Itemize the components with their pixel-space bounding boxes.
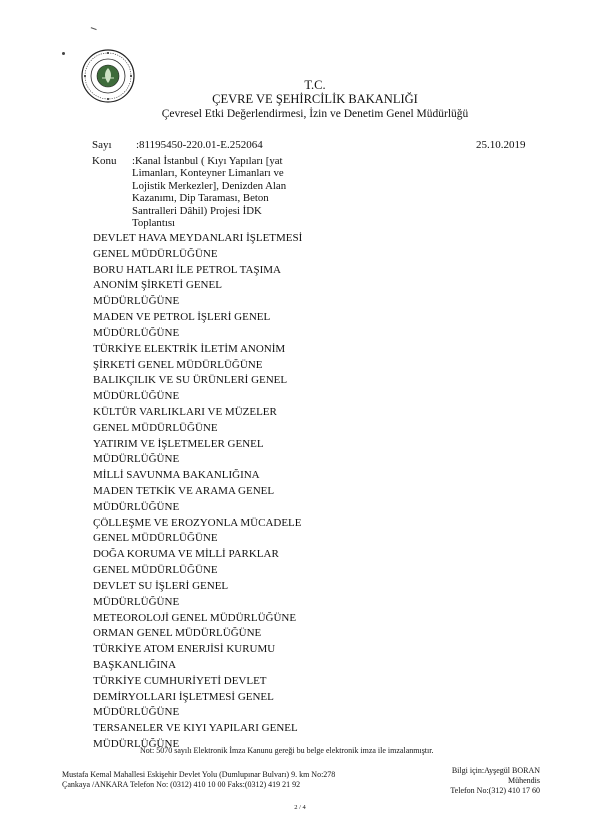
footer-address-line: Çankaya /ANKARA Telefon No: (0312) 410 10 00 Faks:(0312) 419 21 92 <box>62 780 301 789</box>
sayi-label: Sayı <box>92 139 112 151</box>
recipient-line: MİLLİ SAVUNMA BAKANLIĞINA <box>93 469 260 482</box>
recipient-line: MÜDÜRLÜĞÜNE <box>93 595 180 608</box>
header-ministry: ÇEVRE VE ŞEHİRCİLİK BAKANLIĞI <box>212 92 418 106</box>
recipient-line: MÜDÜRLÜĞÜNE <box>93 326 180 339</box>
recipient-line: MÜDÜRLÜĞÜNE <box>93 738 180 750</box>
recipient-line: DEVLET HAVA MEYDANLARI İŞLETMESİ <box>93 232 303 244</box>
e-signature-note: Not: 5070 sayılı Elektronik İmza Kanunu gereği bu belge elektronik imza ile imzalanmıştır. <box>140 746 434 755</box>
recipient-line: TÜRKİYE ATOM ENERJİSİ KURUMU <box>93 643 276 656</box>
recipient-line: TÜRKİYE CUMHURİYETİ DEVLET <box>93 674 267 687</box>
sayi-value: :81195450-220.01-E.252064 <box>136 139 263 151</box>
recipient-line: DEMİRYOLLARI İŞLETMESİ GENEL <box>93 690 274 703</box>
konu-value: :Kanal İstanbul ( Kıyı Yapıları [yat Limanları, Konteyner Limanları ve Lojistik Merkezler], Denizden Alan Kazanımı, Dip Taraması, Beton Santralleri Dâhil) Projesi İDK Toplantısı <box>132 155 287 230</box>
footer-address <box>62 770 335 790</box>
recipient-line: ŞİRKETİ GENEL MÜDÜRLÜĞÜNE <box>93 358 263 371</box>
konu-label: Konu <box>92 155 117 167</box>
recipient-line: METEOROLOJİ GENEL MÜDÜRLÜĞÜNE <box>93 611 297 624</box>
scan-mark <box>89 27 96 34</box>
recipient-line: MADEN VE PETROL İŞLERİ GENEL <box>93 311 271 324</box>
recipient-line: GENEL MÜDÜRLÜĞÜNE <box>93 421 218 434</box>
document-date: 25.10.2019 <box>476 139 526 151</box>
recipient-line: ORMAN GENEL MÜDÜRLÜĞÜNE <box>93 627 262 640</box>
page-number: 2 / 4 <box>294 804 306 811</box>
recipient-line: MÜDÜRLÜĞÜNE <box>93 390 180 403</box>
recipient-line: DOĞA KORUMA VE MİLLİ PARKLAR <box>93 548 279 561</box>
footer-contact <box>450 766 540 796</box>
scan-dot <box>62 52 65 55</box>
recipient-line: MÜDÜRLÜĞÜNE <box>93 706 180 719</box>
recipient-line: TERSANELER VE KIYI YAPILARI GENEL <box>93 722 298 735</box>
recipient-line: GENEL MÜDÜRLÜĞÜNE <box>93 532 218 545</box>
header-tc: T.C. <box>304 78 326 92</box>
recipient-list <box>93 231 393 753</box>
header-directorate: Çevresel Etki Değerlendirmesi, İzin ve Denetim Genel Müdürlüğü <box>161 108 469 120</box>
recipient-line: DEVLET SU İŞLERİ GENEL <box>93 579 229 592</box>
ministry-seal-icon <box>80 48 136 104</box>
footer-address-line: Mustafa Kemal Mahallesi Eskişehir Devlet Yolu (Dumlupınar Bulvarı) 9. km No:278 <box>62 770 336 779</box>
recipient-line: ÇÖLLEŞME VE EROZYONLA MÜCADELE <box>93 516 302 529</box>
recipient-line: KÜLTÜR VARLIKLARI VE MÜZELER <box>93 405 277 418</box>
footer-contact-name: Bilgi için:Ayşegül BORAN <box>451 766 540 775</box>
recipient-line: ANONİM ŞİRKETİ GENEL <box>93 279 222 292</box>
recipient-line: TÜRKİYE ELEKTRİK İLETİM ANONİM <box>93 342 286 355</box>
footer-contact-phone: Telefon No:(312) 410 17 60 <box>450 786 540 795</box>
recipient-line: BAŞKANLIĞINA <box>93 658 177 671</box>
recipient-line: MÜDÜRLÜĞÜNE <box>93 295 180 308</box>
recipient-line: YATIRIM VE İŞLETMELER GENEL <box>93 437 264 450</box>
document-header <box>130 78 500 122</box>
recipient-line: MADEN TETKİK VE ARAMA GENEL <box>93 485 275 497</box>
recipient-line: BALIKÇILIK VE SU ÜRÜNLERİ GENEL <box>93 374 288 387</box>
recipient-line: MÜDÜRLÜĞÜNE <box>93 453 180 466</box>
recipient-line: GENEL MÜDÜRLÜĞÜNE <box>93 247 218 260</box>
recipient-line: BORU HATLARI İLE PETROL TAŞIMA <box>93 263 281 276</box>
recipient-line: GENEL MÜDÜRLÜĞÜNE <box>93 564 218 577</box>
footer-contact-title: Mühendis <box>508 776 540 785</box>
recipient-line: MÜDÜRLÜĞÜNE <box>93 500 180 513</box>
